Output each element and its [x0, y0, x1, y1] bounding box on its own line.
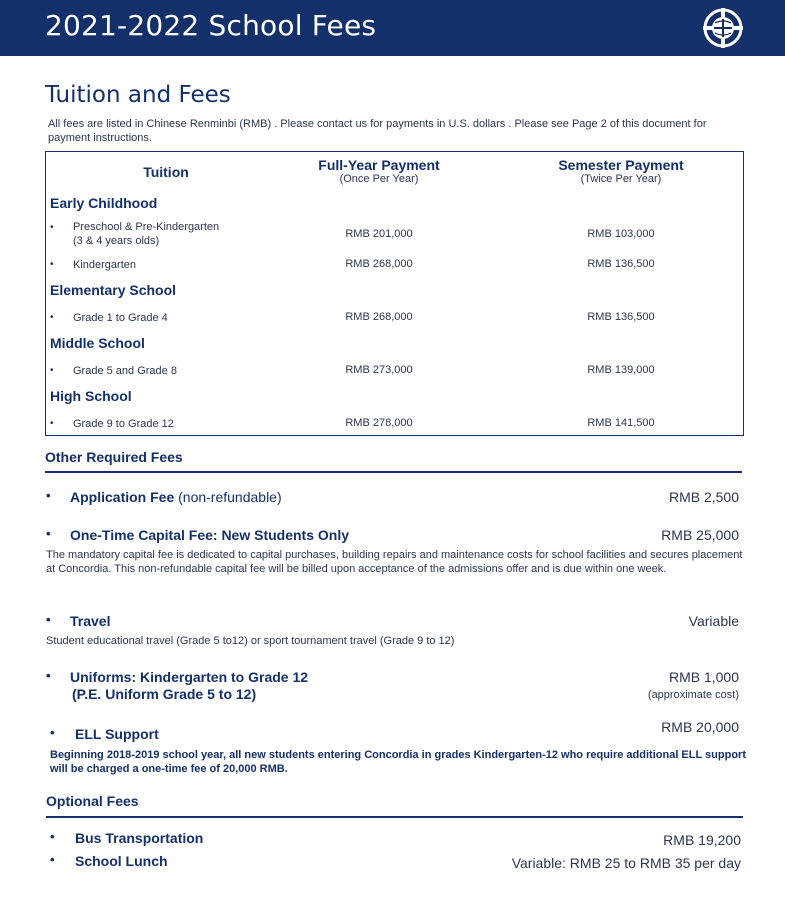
travel-label: Travel — [70, 613, 111, 629]
school-lunch-label: School Lunch — [75, 853, 168, 869]
row-label-grade1-4: Grade 1 to Grade 4 — [73, 312, 168, 324]
amount-semester-grade1-4: RMB 136,500 — [587, 311, 655, 323]
amount-full-grade9-12: RMB 278,000 — [345, 417, 413, 429]
travel-amount: Variable — [688, 613, 739, 629]
row-label-grade9-12: Grade 9 to Grade 12 — [73, 418, 174, 430]
uniforms-cost-note: (approximate cost) — [647, 689, 739, 701]
bullet: • — [50, 725, 55, 740]
bus-transportation-label: Bus Transportation — [75, 830, 204, 846]
col-subheader-full-year: (Once Per Year) — [339, 173, 419, 185]
optional-fees-title: Optional Fees — [46, 793, 139, 809]
row-label-line2: (3 & 4 years olds) — [73, 235, 160, 247]
bullet: • — [50, 418, 54, 429]
ell-support-amount: RMB 20,000 — [661, 719, 739, 735]
category-early-childhood: Early Childhood — [50, 195, 158, 211]
application-fee-label — [70, 489, 282, 505]
bullet: • — [50, 222, 54, 233]
col-header-semester: Semester Payment — [558, 157, 684, 173]
uniforms-label: Uniforms: Kindergarten to Grade 12 — [70, 669, 309, 685]
capital-fee-description: The mandatory capital fee is dedicated to capital purchases, building repairs and maintenance costs for school facilities and secures placement at Concordia. This non-refundable capital fee will be billed upon acceptance of the admissions offer and is due within one week. — [46, 549, 743, 575]
bullet: • — [46, 612, 51, 627]
optional-fees-divider — [46, 816, 743, 818]
bullet: • — [50, 365, 54, 376]
ell-support-label: ELL Support — [75, 726, 159, 742]
amount-semester-grade5-8: RMB 139,000 — [587, 364, 655, 376]
category-high-school: High School — [50, 388, 132, 404]
amount-full-grade5-8: RMB 273,000 — [345, 364, 413, 376]
application-fee-amount: RMB 2,500 — [668, 489, 739, 505]
page-title: 2021-2022 School Fees — [45, 9, 377, 42]
school-logo-icon — [702, 7, 744, 49]
ell-support-description: Beginning 2018-2019 school year, all new students entering Concordia in grades Kindergarten-12 who require additional ELL support will be charged a one-time fee of 20,000 RMB. — [50, 749, 746, 775]
uniforms-amount: RMB 1,000 — [668, 669, 739, 685]
amount-full-kindergarten: RMB 268,000 — [345, 258, 413, 270]
section-title: Tuition and Fees — [45, 82, 231, 108]
capital-fee-amount: RMB 25,000 — [661, 527, 739, 543]
amount-full-grade1-4: RMB 268,000 — [345, 311, 413, 323]
capital-fee-label: One-Time Capital Fee: New Students Only — [70, 527, 350, 543]
bullet: • — [50, 829, 55, 844]
application-fee-qualifier: (non-refundable) — [178, 489, 282, 505]
bullet: • — [50, 312, 54, 323]
bullet: • — [46, 526, 51, 541]
bullet: • — [46, 488, 51, 503]
col-subheader-semester: (Twice Per Year) — [580, 173, 662, 185]
currency-note: All fees are listed in Chinese Renminbi (RMB) . Please contact us for payments in U.S. dollars . Please see Page 2 of this document for payment instructions. — [48, 118, 707, 144]
bullet: • — [50, 259, 54, 270]
col-header-full-year: Full-Year Payment — [318, 157, 440, 173]
other-fees-title: Other Required Fees — [45, 449, 183, 465]
application-fee-name: Application Fee — [70, 489, 175, 505]
page-header — [0, 0, 785, 56]
tuition-table — [45, 151, 744, 436]
other-fees-divider — [45, 471, 742, 473]
uniforms-label-line2: (P.E. Uniform Grade 5 to 12) — [72, 686, 257, 702]
bullet: • — [50, 852, 55, 867]
school-lunch-amount: Variable: RMB 25 to RMB 35 per day — [511, 855, 741, 871]
amount-full-preschool: RMB 201,000 — [345, 228, 413, 240]
travel-description: Student educational travel (Grade 5 to12) or sport tournament travel (Grade 9 to 12) — [46, 635, 455, 647]
row-label-line1: Preschool & Pre-Kindergarten — [73, 221, 220, 233]
col-header-tuition: Tuition — [143, 164, 189, 180]
amount-semester-preschool: RMB 103,000 — [587, 228, 655, 240]
category-elementary: Elementary School — [50, 282, 177, 298]
row-label-kindergarten: Kindergarten — [73, 259, 136, 271]
bullet: • — [46, 668, 51, 683]
row-label-grade5-8: Grade 5 and Grade 8 — [73, 365, 177, 377]
row-label-preschool — [73, 220, 219, 248]
category-middle-school: Middle School — [50, 335, 145, 351]
amount-semester-kindergarten: RMB 136,500 — [587, 258, 655, 270]
amount-semester-grade9-12: RMB 141,500 — [587, 417, 655, 429]
bus-transportation-amount: RMB 19,200 — [663, 832, 741, 848]
